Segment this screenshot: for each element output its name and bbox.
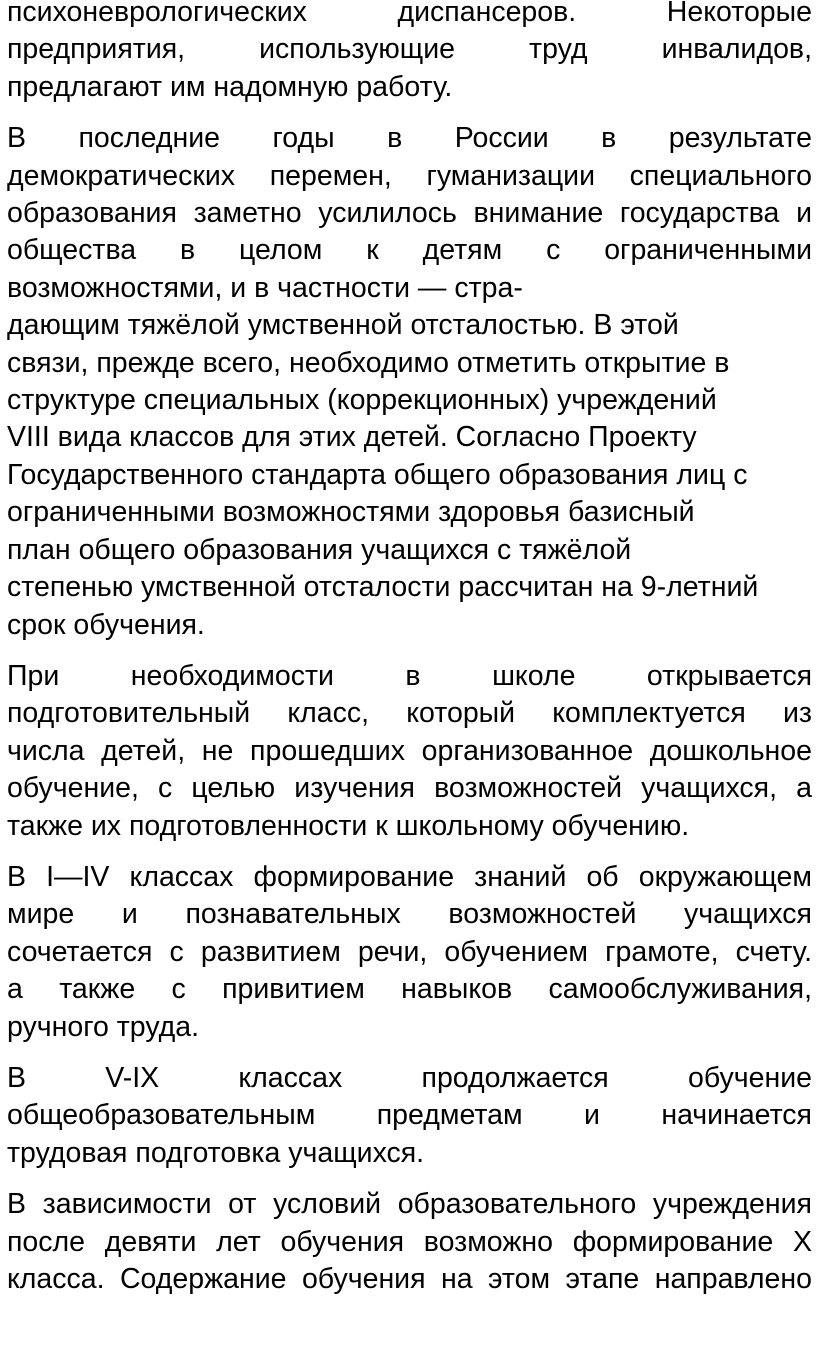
text-line: а также с привитием навыков самообслуживания, <box>7 973 812 1006</box>
text-line: образования заметно усилилось внимание государства и <box>7 197 812 230</box>
text-line: предприятия, использующие труд инвалидов, <box>7 33 812 66</box>
text-line: В V-IX классах продолжается обучение <box>7 1061 812 1094</box>
text-line: сочетается с развитием речи, обучением грамоте, счету. <box>7 935 812 968</box>
text-line: возможностями, и в частности — стра- <box>7 271 523 304</box>
text-line: В последние годы в России в результате <box>7 122 812 155</box>
text-line: VIII вида классов для этих детей. Согласно Проекту <box>7 421 697 454</box>
text-line: план общего образования учащихся с тяжёлой <box>7 533 632 566</box>
paragraph-2 <box>7 120 812 644</box>
text-line: степенью умственной отсталости рассчитан на 9-летний <box>7 571 759 604</box>
text-line: ручного труда. <box>7 1010 200 1043</box>
text-line: связи, прежде всего, необходимо отметить открытие в <box>7 346 730 379</box>
paragraph-1 <box>7 0 812 106</box>
text-line: подготовительный класс, который комплектуется из <box>7 697 812 730</box>
document-page <box>7 0 812 1298</box>
text-line: дающим тяжёлой умственной отсталостью. В этой <box>7 309 679 342</box>
paragraph-3 <box>7 658 812 845</box>
text-line: психоневрологических диспансеров. Некоторые <box>7 0 812 28</box>
text-line: общества в целом к детям с ограниченными <box>7 234 812 267</box>
text-line: демократических перемен, гуманизации специального <box>7 159 812 192</box>
text-line: срок обучения. <box>7 608 205 641</box>
text-line: В зависимости от условий образовательного учреждения <box>7 1188 812 1221</box>
paragraph-4 <box>7 859 812 1046</box>
text-line: общеобразовательным предметам и начинается <box>7 1099 812 1132</box>
text-line: Государственного стандарта общего образования лиц с <box>7 458 748 491</box>
text-line: после девяти лет обучения возможно формирование X <box>7 1225 812 1258</box>
text-line: мире и познавательных возможностей учащихся <box>7 898 812 931</box>
text-line: ограниченными возможностями здоровья базисный <box>7 496 695 529</box>
text-line: трудовая подготовка учащихся. <box>7 1136 425 1169</box>
text-line: также их подготовленности к школьному обучению. <box>7 809 690 842</box>
paragraph-6 <box>7 1186 812 1298</box>
text-line: класса. Содержание обучения на этом этапе направлено <box>7 1263 812 1295</box>
paragraph-5 <box>7 1060 812 1172</box>
text-line: В I—IV классах формирование знаний об окружающем <box>7 860 812 893</box>
text-line: обучение, с целью изучения возможностей учащихся, а <box>7 772 812 805</box>
text-line: структуре специальных (коррекционных) учреждений <box>7 384 717 417</box>
text-line: числа детей, не прошедших организованное дошкольное <box>7 734 812 767</box>
text-line: предлагают им надомную работу. <box>7 70 453 103</box>
text-line: При необходимости в школе открывается <box>7 659 812 692</box>
